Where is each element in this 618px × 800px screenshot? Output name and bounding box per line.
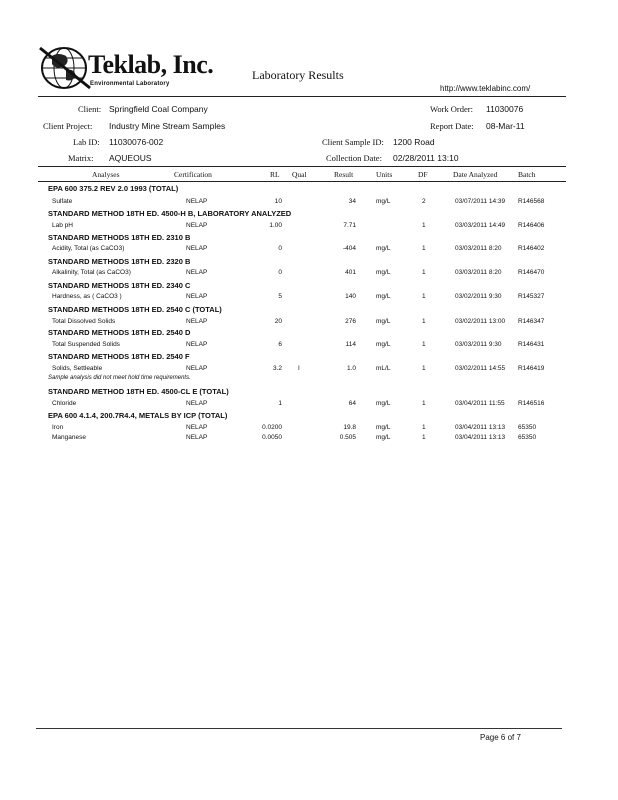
cell-date-analyzed: 03/02/2011 9:30 bbox=[455, 293, 502, 300]
cell-rl: 3.2 bbox=[272, 365, 282, 372]
cell-rl: 0.0050 bbox=[262, 434, 282, 441]
cell-batch: R146419 bbox=[518, 365, 545, 372]
cell-date-analyzed: 03/03/2011 9:30 bbox=[455, 341, 502, 348]
cell-certification: NELAP bbox=[186, 424, 208, 431]
cell-analyte: Manganese bbox=[52, 434, 86, 441]
cell-analyte: Acidity, Total (as CaCO3) bbox=[52, 245, 125, 252]
cell-result: 401 bbox=[345, 269, 356, 276]
cell-certification: NELAP bbox=[186, 198, 208, 205]
cell-analyte: Total Suspended Solids bbox=[52, 341, 120, 348]
cell-date-analyzed: 03/03/2011 8:20 bbox=[455, 269, 502, 276]
cell-result: 1.0 bbox=[346, 365, 356, 372]
cell-batch: R146347 bbox=[518, 318, 545, 325]
work-order-value: 11030076 bbox=[486, 104, 524, 114]
cell-df: 2 bbox=[422, 198, 426, 205]
section-title: STANDARD METHODS 18TH ED. 2320 B bbox=[48, 257, 191, 266]
cell-date-analyzed: 03/04/2011 13:13 bbox=[455, 424, 506, 431]
client-sample-id-value: 1200 Road bbox=[393, 137, 435, 147]
cell-units: mg/L bbox=[376, 269, 391, 276]
work-order-label: Work Order: bbox=[430, 104, 473, 114]
cell-rl: 5 bbox=[278, 293, 282, 300]
client-project-value: Industry Mine Stream Samples bbox=[109, 121, 226, 131]
cell-result: 276 bbox=[345, 318, 356, 325]
cell-date-analyzed: 03/02/2011 13:00 bbox=[455, 318, 506, 325]
cell-certification: NELAP bbox=[186, 293, 208, 300]
cell-certification: NELAP bbox=[186, 365, 208, 372]
cell-df: 1 bbox=[422, 222, 426, 229]
client-value: Springfield Coal Company bbox=[109, 104, 208, 114]
col-date-analyzed: Date Analyzed bbox=[453, 170, 498, 179]
col-units: Units bbox=[376, 170, 393, 179]
cell-rl: 10 bbox=[274, 198, 282, 205]
cell-analyte: Sulfate bbox=[52, 198, 73, 205]
section-title: STANDARD METHODS 18TH ED. 2310 B bbox=[48, 233, 191, 242]
cell-rl: 6 bbox=[278, 341, 282, 348]
cell-analyte: Solids, Settleable bbox=[52, 365, 103, 372]
cell-batch: 65350 bbox=[518, 424, 537, 431]
cell-date-analyzed: 03/03/2011 8:20 bbox=[455, 245, 502, 252]
cell-units: mg/L bbox=[376, 318, 391, 325]
cell-certification: NELAP bbox=[186, 434, 208, 441]
cell-analyte: Alkalinity, Total (as CaCO3) bbox=[52, 269, 131, 276]
section-title: STANDARD METHODS 18TH ED. 2540 C (TOTAL) bbox=[48, 305, 222, 314]
cell-date-analyzed: 03/02/2011 14:55 bbox=[455, 365, 506, 372]
cell-units: mg/L bbox=[376, 293, 391, 300]
page-number: Page 6 of 7 bbox=[480, 733, 521, 742]
cell-date-analyzed: 03/07/2011 14:39 bbox=[455, 198, 506, 205]
cell-result: 0.505 bbox=[339, 434, 356, 441]
collection-date-label: Collection Date: bbox=[326, 153, 382, 163]
cell-df: 1 bbox=[422, 341, 426, 348]
cell-certification: NELAP bbox=[186, 318, 208, 325]
cell-units: mg/L bbox=[376, 424, 391, 431]
cell-certification: NELAP bbox=[186, 269, 208, 276]
cell-batch: R146516 bbox=[518, 400, 545, 407]
cell-certification: NELAP bbox=[186, 400, 208, 407]
cell-df: 1 bbox=[422, 318, 426, 325]
cell-df: 1 bbox=[422, 365, 426, 372]
footer-divider bbox=[36, 728, 562, 729]
cell-qual: I bbox=[298, 365, 300, 372]
page-title: Laboratory Results bbox=[252, 68, 344, 82]
website-link[interactable]: http://www.teklabinc.com/ bbox=[440, 84, 531, 93]
lab-id-label: Lab ID: bbox=[73, 137, 100, 147]
cell-units: mL/L bbox=[376, 365, 391, 372]
cell-certification: NELAP bbox=[186, 222, 208, 229]
column-header-divider bbox=[38, 181, 566, 182]
cell-units: mg/L bbox=[376, 198, 391, 205]
cell-df: 1 bbox=[422, 434, 426, 441]
cell-date-analyzed: 03/03/2011 14:49 bbox=[455, 222, 506, 229]
cell-df: 1 bbox=[422, 245, 426, 252]
cell-result: -404 bbox=[342, 245, 356, 252]
collection-date-value: 02/28/2011 13:10 bbox=[393, 153, 459, 163]
cell-result: 34 bbox=[348, 198, 356, 205]
cell-rl: 0 bbox=[278, 269, 282, 276]
cell-batch: 65350 bbox=[518, 434, 537, 441]
cell-analyte: Chloride bbox=[52, 400, 77, 407]
section-title: EPA 600 375.2 REV 2.0 1993 (TOTAL) bbox=[48, 184, 179, 193]
cell-rl: 20 bbox=[274, 318, 282, 325]
col-analyses: Analyses bbox=[92, 170, 120, 179]
client-project-label: Client Project: bbox=[43, 121, 93, 131]
cell-result: 64 bbox=[348, 400, 356, 407]
section-title: STANDARD METHOD 18TH ED. 4500-H B, LABORATORY ANALYZED bbox=[48, 209, 292, 218]
matrix-label: Matrix: bbox=[68, 153, 94, 163]
cell-rl: 0 bbox=[278, 245, 282, 252]
cell-analyte: Lab pH bbox=[52, 222, 73, 229]
cell-certification: NELAP bbox=[186, 341, 208, 348]
cell-batch: R145327 bbox=[518, 293, 545, 300]
matrix-value: AQUEOUS bbox=[109, 153, 152, 163]
cell-analyte: Iron bbox=[52, 424, 64, 431]
teklab-globe-logo-icon bbox=[38, 40, 94, 94]
cell-date-analyzed: 03/04/2011 11:55 bbox=[455, 400, 505, 407]
cell-units: mg/L bbox=[376, 245, 391, 252]
cell-units: mg/L bbox=[376, 400, 391, 407]
cell-units: mg/L bbox=[376, 434, 391, 441]
section-title: STANDARD METHODS 18TH ED. 2540 D bbox=[48, 328, 191, 337]
header-divider bbox=[38, 96, 566, 97]
cell-df: 1 bbox=[422, 269, 426, 276]
cell-batch: R146402 bbox=[518, 245, 545, 252]
brand-name: Teklab, Inc. bbox=[88, 50, 214, 79]
cell-batch: R146406 bbox=[518, 222, 545, 229]
client-sample-id-label: Client Sample ID: bbox=[322, 137, 384, 147]
section-title: STANDARD METHOD 18TH ED. 4500-CL E (TOTAL) bbox=[48, 387, 229, 396]
cell-rl: 1 bbox=[278, 400, 282, 407]
cell-date-analyzed: 03/04/2011 13:13 bbox=[455, 434, 506, 441]
cell-result: 7.71 bbox=[343, 222, 356, 229]
section-title: STANDARD METHODS 18TH ED. 2340 C bbox=[48, 281, 191, 290]
cell-rl: 0.0200 bbox=[262, 424, 282, 431]
col-batch: Batch bbox=[518, 170, 536, 179]
cell-result: 114 bbox=[345, 341, 356, 348]
cell-df: 1 bbox=[422, 293, 426, 300]
col-rl: RL bbox=[270, 170, 280, 179]
col-result: Result bbox=[334, 170, 354, 179]
section-title: STANDARD METHODS 18TH ED. 2540 F bbox=[48, 352, 190, 361]
col-certification: Certification bbox=[174, 170, 212, 179]
section-title: EPA 600 4.1.4, 200.7R4.4, METALS BY ICP (TOTAL) bbox=[48, 411, 228, 420]
cell-analyte: Hardness, as ( CaCO3 ) bbox=[52, 293, 122, 300]
cell-result: 140 bbox=[345, 293, 356, 300]
cell-analyte: Total Dissolved Solids bbox=[52, 318, 116, 325]
report-date-value: 08-Mar-11 bbox=[486, 121, 525, 131]
cell-result: 19.8 bbox=[343, 424, 356, 431]
client-label: Client: bbox=[78, 104, 102, 114]
lab-id-value: 11030076-002 bbox=[109, 137, 164, 147]
cell-df: 1 bbox=[422, 424, 426, 431]
col-qual: Qual bbox=[292, 170, 307, 179]
report-date-label: Report Date: bbox=[430, 121, 474, 131]
cell-certification: NELAP bbox=[186, 245, 208, 252]
cell-units: mg/L bbox=[376, 341, 391, 348]
cell-batch: R146470 bbox=[518, 269, 545, 276]
brand-subtitle: Environmental Laboratory bbox=[90, 81, 170, 87]
cell-df: 1 bbox=[422, 400, 426, 407]
info-divider bbox=[38, 166, 566, 167]
section-note: Sample analysis did not meet hold time requirements. bbox=[48, 375, 191, 381]
col-df: DF bbox=[418, 170, 428, 179]
cell-rl: 1.00 bbox=[269, 222, 282, 229]
cell-batch: R146568 bbox=[518, 198, 545, 205]
cell-batch: R146431 bbox=[518, 341, 545, 348]
